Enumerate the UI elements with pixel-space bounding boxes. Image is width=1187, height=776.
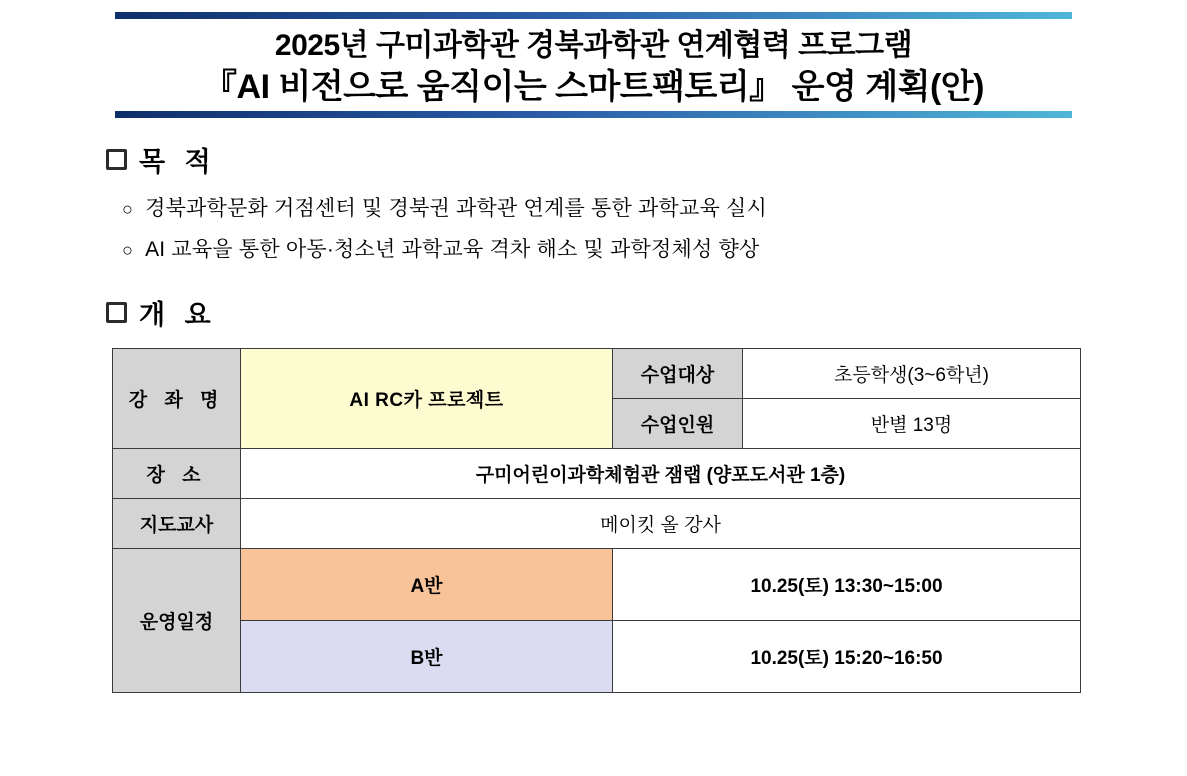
cell-label-place: 장 소: [113, 449, 241, 499]
overview-table: [112, 348, 1081, 693]
section-heading-overview: [60, 293, 1127, 332]
table-row: [113, 349, 1081, 399]
table-row: [113, 499, 1081, 549]
list-item: [122, 189, 1127, 230]
cell-value-course: AI RC카 프로젝트: [241, 349, 613, 449]
list-item-text: 경북과학문화 거점센터 및 경북권 과학관 연계를 통한 과학교육 실시: [145, 197, 767, 221]
cell-value-target: 초등학생(3~6학년): [743, 349, 1081, 399]
purpose-bullet-list: [60, 189, 1127, 271]
cell-label-target: 수업대상: [613, 349, 743, 399]
section-title-overview: 개 요: [139, 300, 217, 331]
cell-label-schedule: 운영일정: [113, 549, 241, 693]
circle-bullet-icon: ○: [122, 199, 134, 220]
table-row: [113, 449, 1081, 499]
cell-value-teacher: 메이킷 올 강사: [241, 499, 1081, 549]
cell-class-b-label: B반: [241, 621, 613, 693]
section-heading-purpose: [60, 140, 1127, 179]
title-top-rule: [115, 12, 1072, 19]
cell-label-teacher: 지도교사: [113, 499, 241, 549]
list-item-text: AI 교육을 통한 아동·청소년 과학교육 격차 해소 및 과학정체성 향상: [145, 238, 760, 262]
cell-label-capacity: 수업인원: [613, 399, 743, 449]
table-row: [113, 621, 1081, 693]
list-item: [122, 230, 1127, 271]
square-bullet-icon: [106, 302, 127, 323]
table-row: [113, 549, 1081, 621]
cell-class-a-label: A반: [241, 549, 613, 621]
circle-bullet-icon: ○: [122, 240, 134, 261]
title-bottom-rule: [115, 111, 1072, 118]
square-bullet-icon: [106, 149, 127, 170]
cell-class-a-time: 10.25(토) 13:30~15:00: [613, 549, 1081, 621]
cell-label-course: 강 좌 명: [113, 349, 241, 449]
title-line-2: 『AI 비전으로 움직이는 스마트팩토리』 운영 계획(안): [203, 67, 984, 106]
cell-value-capacity: 반별 13명: [743, 399, 1081, 449]
title-block: [60, 0, 1127, 118]
title-line-1: 2025년 구미과학관 경북과학관 연계협력 프로그램: [274, 29, 913, 62]
cell-value-place: 구미어린이과학체험관 잼랩 (양포도서관 1층): [241, 449, 1081, 499]
section-title-purpose: 목 적: [139, 147, 217, 178]
cell-class-b-time: 10.25(토) 15:20~16:50: [613, 621, 1081, 693]
